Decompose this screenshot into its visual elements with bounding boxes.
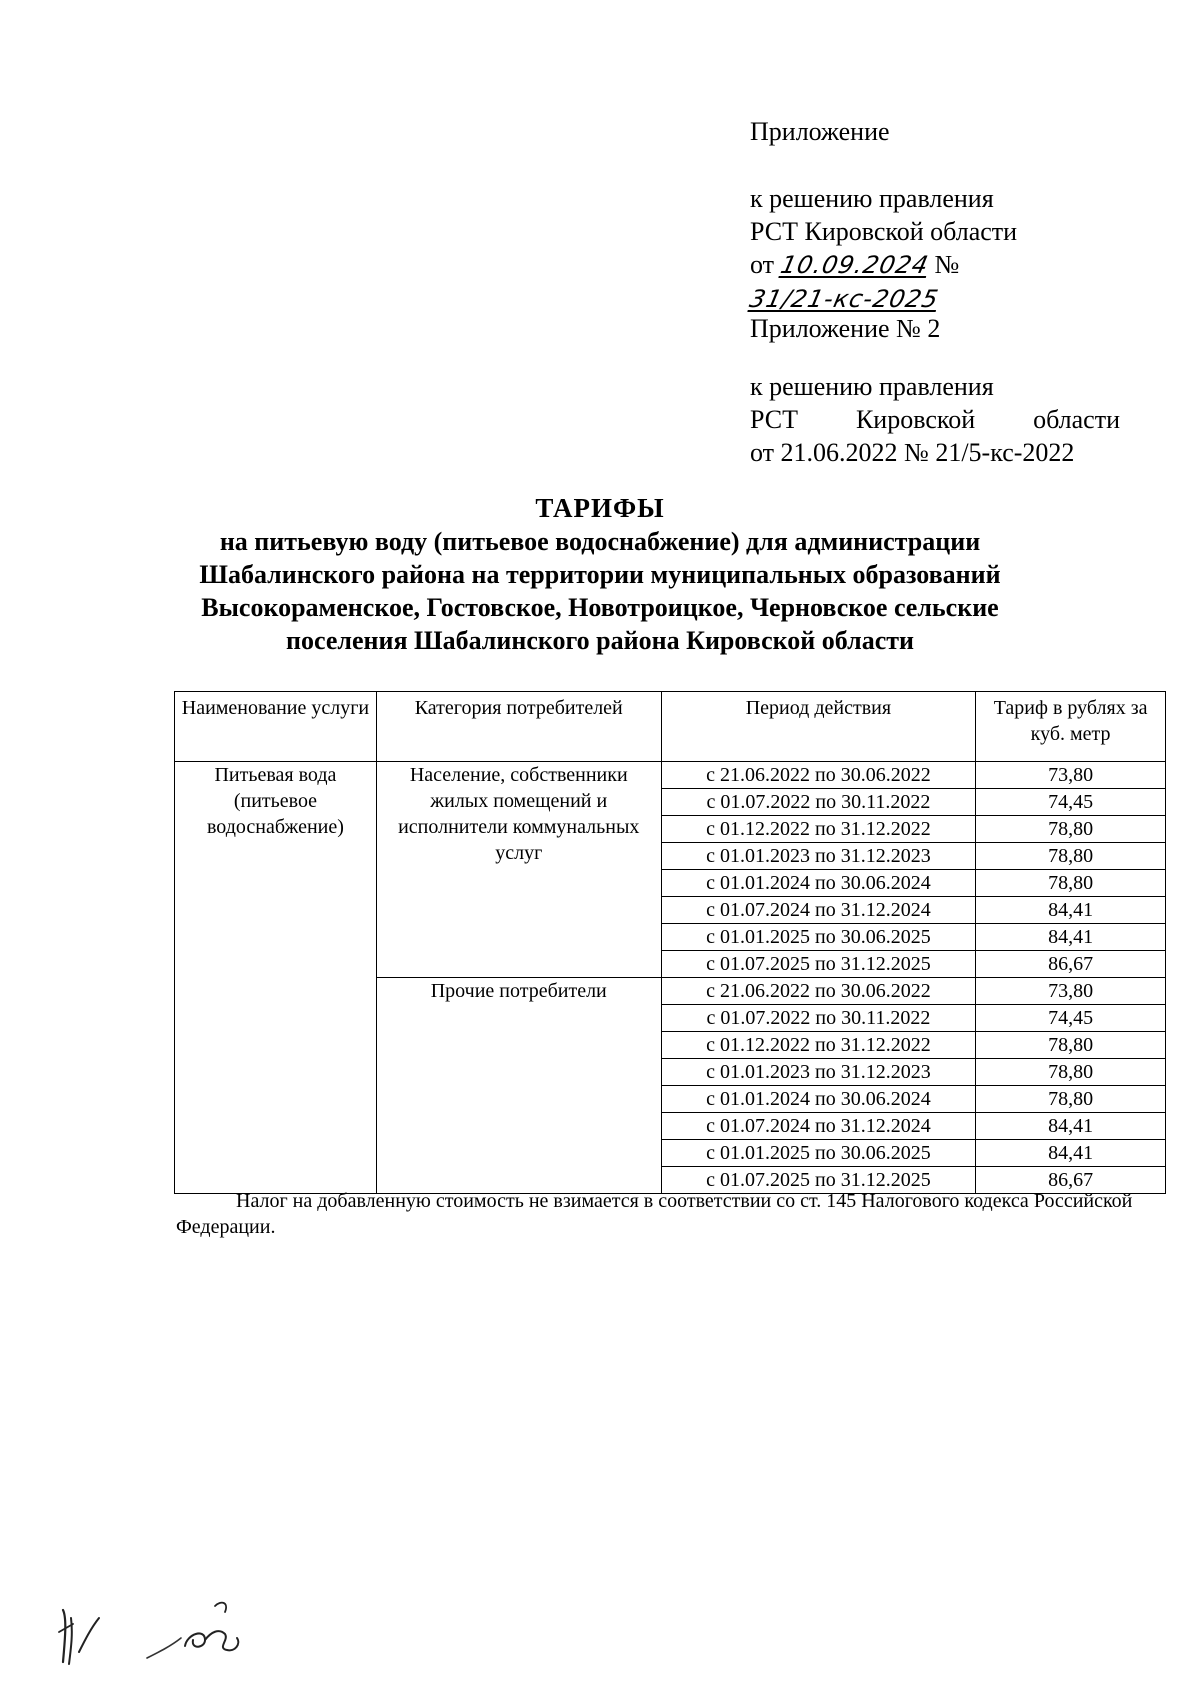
handwritten-date: 10.09.2024 bbox=[777, 251, 932, 279]
tariff-table bbox=[174, 691, 1166, 1194]
period-cell: с 01.07.2025 по 31.12.2025 bbox=[661, 951, 976, 978]
tariff-cell: 74,45 bbox=[976, 1005, 1166, 1032]
tariff-cell: 78,80 bbox=[976, 816, 1166, 843]
appendix-header bbox=[750, 115, 1150, 148]
title-line-4: поселения Шабалинского района Кировской области bbox=[285, 626, 914, 655]
prev-decision-word-3: области bbox=[1033, 405, 1120, 434]
period-cell: с 01.07.2025 по 31.12.2025 bbox=[661, 1167, 976, 1194]
decision-line-1: к решению правления bbox=[750, 184, 994, 213]
period-cell: с 21.06.2022 по 30.06.2022 bbox=[661, 762, 976, 789]
appendix-2-label: Приложение № 2 bbox=[750, 314, 941, 343]
header-category: Категория потребителей bbox=[376, 692, 661, 762]
handwritten-number: 31/21-кс-2025 bbox=[747, 285, 942, 313]
period-cell: с 01.01.2025 по 30.06.2025 bbox=[661, 1140, 976, 1167]
vat-footnote: Налог на добавленную стоимость не взимается в соответствии со ст. 145 Налогового кодекса Российской Федерации. bbox=[176, 1190, 1133, 1238]
period-cell: с 01.07.2022 по 30.11.2022 bbox=[661, 1005, 976, 1032]
ref-number-sign: № bbox=[934, 250, 960, 279]
tariff-cell: 73,80 bbox=[976, 978, 1166, 1005]
document-title bbox=[150, 492, 1050, 657]
tariff-cell: 74,45 bbox=[976, 789, 1166, 816]
period-cell: с 01.07.2024 по 31.12.2024 bbox=[661, 1113, 976, 1140]
tariff-cell: 73,80 bbox=[976, 762, 1166, 789]
decision-reference bbox=[747, 182, 1150, 316]
category-cell: Население, собственники жилых помещений и исполнители коммунальных услуг bbox=[376, 762, 661, 978]
header-service: Наименование услуги bbox=[175, 692, 377, 762]
period-cell: с 01.01.2023 по 31.12.2023 bbox=[661, 843, 976, 870]
period-cell: с 01.12.2022 по 31.12.2022 bbox=[661, 1032, 976, 1059]
title-line-1: на питьевую воду (питьевое водоснабжение) для администрации bbox=[219, 527, 981, 556]
category-cell: Прочие потребители bbox=[376, 978, 661, 1194]
tariff-cell: 84,41 bbox=[976, 1140, 1166, 1167]
table-row bbox=[175, 762, 1166, 789]
period-cell: с 01.07.2022 по 30.11.2022 bbox=[661, 789, 976, 816]
tariff-cell: 78,80 bbox=[976, 870, 1166, 897]
tariff-cell: 86,67 bbox=[976, 951, 1166, 978]
table-header-row bbox=[175, 692, 1166, 762]
tariff-cell: 86,67 bbox=[976, 1167, 1166, 1194]
title-main: ТАРИФЫ bbox=[535, 493, 665, 523]
service-cell: Питьевая вода (питьевое водоснабжение) bbox=[175, 762, 377, 1194]
decision-line-2: РСТ Кировской области bbox=[750, 217, 1018, 246]
previous-decision-reference bbox=[750, 370, 1150, 469]
header-tariff: Тариф в рублях за куб. метр bbox=[976, 692, 1166, 762]
tariff-cell: 78,80 bbox=[976, 1086, 1166, 1113]
appendix-2-header bbox=[750, 312, 1150, 345]
period-cell: с 21.06.2022 по 30.06.2022 bbox=[661, 978, 976, 1005]
tariff-cell: 78,80 bbox=[976, 843, 1166, 870]
tariff-cell: 84,41 bbox=[976, 897, 1166, 924]
prev-decision-word-1: РСТ bbox=[750, 405, 799, 434]
prev-decision-line-2 bbox=[750, 403, 1120, 436]
prev-decision-word-2: Кировской bbox=[855, 405, 976, 434]
tariff-cell: 84,41 bbox=[976, 1113, 1166, 1140]
prev-decision-line-3: от 21.06.2022 № 21/5-кс-2022 bbox=[750, 438, 1075, 467]
period-cell: с 01.01.2023 по 31.12.2023 bbox=[661, 1059, 976, 1086]
handwritten-signature bbox=[55, 1588, 275, 1678]
title-line-3: Высокораменское, Гостовское, Новотроицкое, Черновское сельские bbox=[201, 593, 999, 622]
tariff-cell: 84,41 bbox=[976, 924, 1166, 951]
period-cell: с 01.12.2022 по 31.12.2022 bbox=[661, 816, 976, 843]
tariff-cell: 78,80 bbox=[976, 1032, 1166, 1059]
period-cell: с 01.01.2025 по 30.06.2025 bbox=[661, 924, 976, 951]
tariff-cell: 78,80 bbox=[976, 1059, 1166, 1086]
period-cell: с 01.07.2024 по 31.12.2024 bbox=[661, 897, 976, 924]
period-cell: с 01.01.2024 по 30.06.2024 bbox=[661, 870, 976, 897]
prev-decision-line-1: к решению правления bbox=[750, 372, 994, 401]
ref-prefix: от bbox=[750, 250, 775, 279]
decision-date-number-line bbox=[747, 248, 1150, 316]
appendix-label: Приложение bbox=[750, 117, 890, 146]
period-cell: с 01.01.2024 по 30.06.2024 bbox=[661, 1086, 976, 1113]
title-line-2: Шабалинского района на территории муниципальных образований bbox=[199, 560, 1001, 589]
header-period: Период действия bbox=[661, 692, 976, 762]
